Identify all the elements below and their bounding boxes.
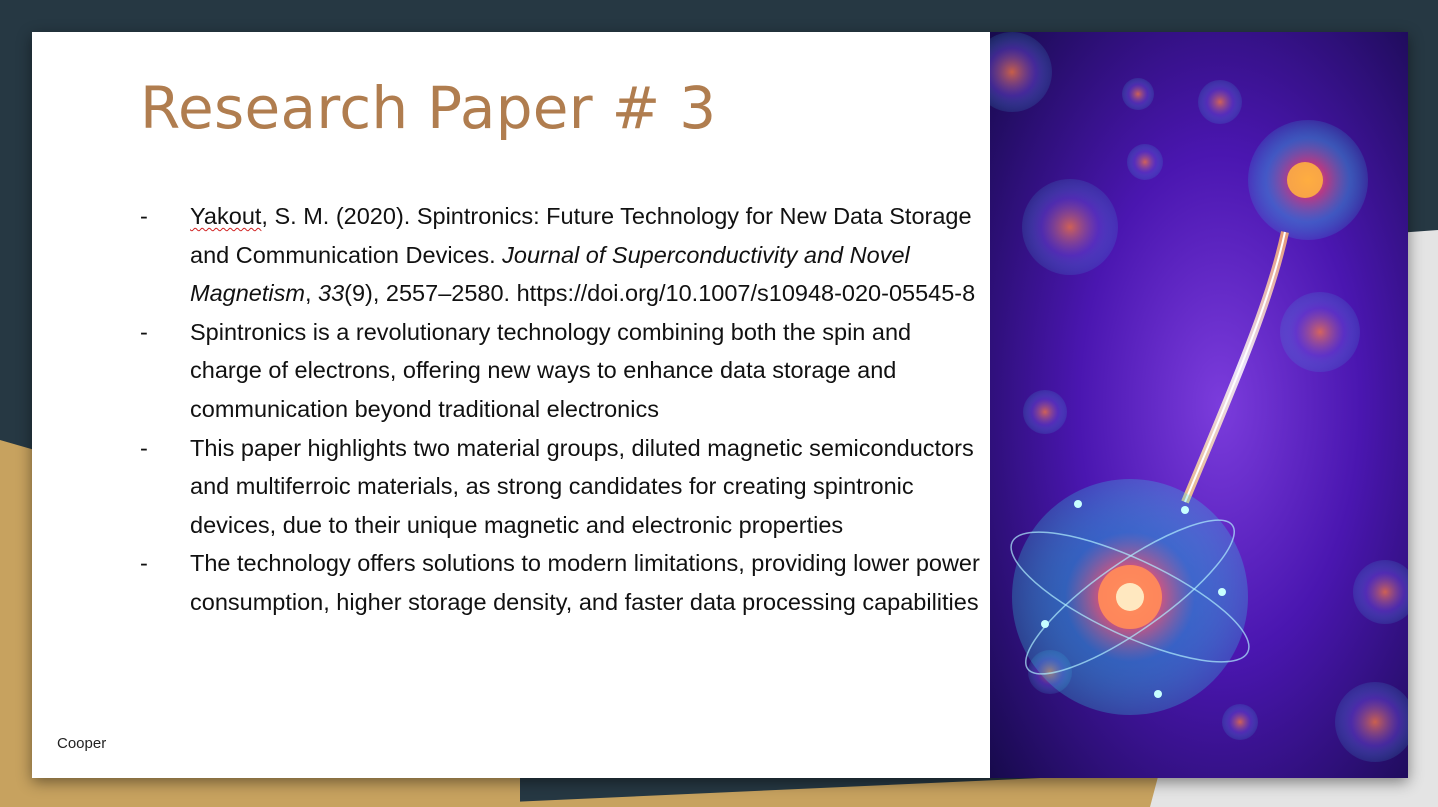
electron	[1181, 506, 1189, 514]
background-bubble	[1023, 390, 1067, 434]
bullet-text: The technology offers solutions to modern limitations, providing lower power consumption, higher storage density, and faster data processing capabilities	[190, 550, 980, 615]
electron	[1154, 690, 1162, 698]
background-bubble	[1122, 78, 1154, 110]
background-bubble	[1127, 144, 1163, 180]
bullet-marker: -	[140, 434, 148, 461]
upper-nucleus	[1287, 162, 1323, 198]
bullet-text: Spintronics is a revolutionary technology combining both the spin and charge of electrons, offering new ways to enhance data storage and communication beyond traditional electronics	[190, 318, 912, 422]
background-bubble	[1280, 292, 1360, 372]
quantum-atoms-image[interactable]	[990, 32, 1408, 778]
citation-author: Yakout	[190, 203, 262, 229]
bullet-citation[interactable]	[140, 197, 980, 313]
electron	[1074, 500, 1082, 508]
footer-author[interactable]: Cooper	[57, 735, 107, 752]
nucleus-glow	[1116, 583, 1144, 611]
bullet-marker: -	[140, 318, 148, 345]
electron	[1218, 588, 1226, 596]
bullet-item[interactable]	[140, 544, 980, 621]
bullet-item[interactable]	[140, 429, 980, 545]
bullet-item[interactable]	[140, 313, 980, 429]
background-bubble	[1222, 704, 1258, 740]
bullet-marker: -	[140, 550, 148, 577]
citation-journal: Journal of Superconductivity and Novel Magnetism	[190, 241, 910, 307]
electron	[1041, 620, 1049, 628]
bullet-list[interactable]	[140, 197, 980, 622]
bullet-marker: -	[140, 203, 148, 229]
slide[interactable]	[32, 32, 1408, 778]
citation-separator: ,	[304, 280, 318, 307]
background-bubble	[1198, 80, 1242, 124]
citation-pages-doi: (9), 2557–2580. https://doi.org/10.1007/s10948-020-05545-8	[344, 280, 976, 307]
slide-title[interactable]: Research Paper # 3	[140, 74, 717, 142]
atom-illustration	[990, 32, 1408, 778]
background-bubble	[1022, 179, 1118, 275]
citation-title: , S. M. (2020). Spintronics: Future Technology for New Data Storage and Communication Devices.	[190, 203, 972, 268]
citation-volume: 33	[318, 280, 345, 307]
bullet-text: This paper highlights two material groups, diluted magnetic semiconductors and multiferroic materials, as strong candidates for creating spintronic devices, due to their unique magnetic and electronic properties	[190, 434, 974, 538]
